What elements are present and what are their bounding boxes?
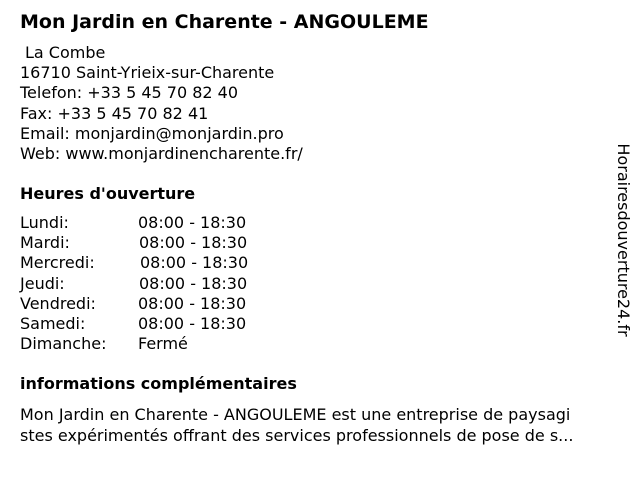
hours-row-wednesday [20,253,320,273]
contact-block [20,43,303,164]
address-street: La Combe [25,43,106,62]
time-value: Fermé [138,334,188,354]
info-line: stes expérimentés offrant des services professionnels de pose de s... [20,426,574,445]
site-brand-vertical: Horairesdouverture24.fr [614,143,633,337]
time-value: 08:00 - 18:30 [140,253,249,273]
hours-row-monday [20,213,320,233]
hours-row-friday [20,294,320,314]
day-label: Vendredi: [20,293,96,313]
hours-row-tuesday [20,233,320,253]
business-title: Mon Jardin en Charente - ANGOULEME [20,11,429,33]
day-label: Samedi: [20,313,86,333]
time-value: 08:00 - 18:30 [138,213,247,232]
fax-number: Fax: +33 5 45 70 82 41 [20,103,209,123]
time-value: 08:00 - 18:30 [139,233,248,253]
time-value: 08:00 - 18:30 [138,313,247,333]
email-address[interactable]: Email: monjardin@monjardin.pro [20,123,284,143]
hours-row-thursday [20,274,320,294]
day-label: Mercredi: [20,253,95,273]
day-label: Lundi: [20,213,69,232]
time-value: 08:00 - 18:30 [139,273,248,293]
day-label: Dimanche: [20,334,107,354]
day-label: Mardi: [20,233,70,253]
hours-row-saturday [20,314,320,334]
address-city: 16710 Saint-Yrieix-sur-Charente [20,63,275,83]
info-heading: informations complémentaires [20,374,297,393]
hours-row-sunday [20,334,320,354]
info-description [20,404,620,446]
day-label: Jeudi: [20,273,65,293]
hours-heading: Heures d'ouverture [20,184,196,203]
time-value: 08:00 - 18:30 [138,293,247,313]
website-link[interactable]: Web: www.monjardinencharente.fr/ [20,144,303,164]
opening-hours-list [20,213,320,354]
info-line: Mon Jardin en Charente - ANGOULEME est une entreprise de paysagi [20,405,571,424]
phone-number[interactable]: Telefon: +33 5 45 70 82 40 [20,83,239,103]
